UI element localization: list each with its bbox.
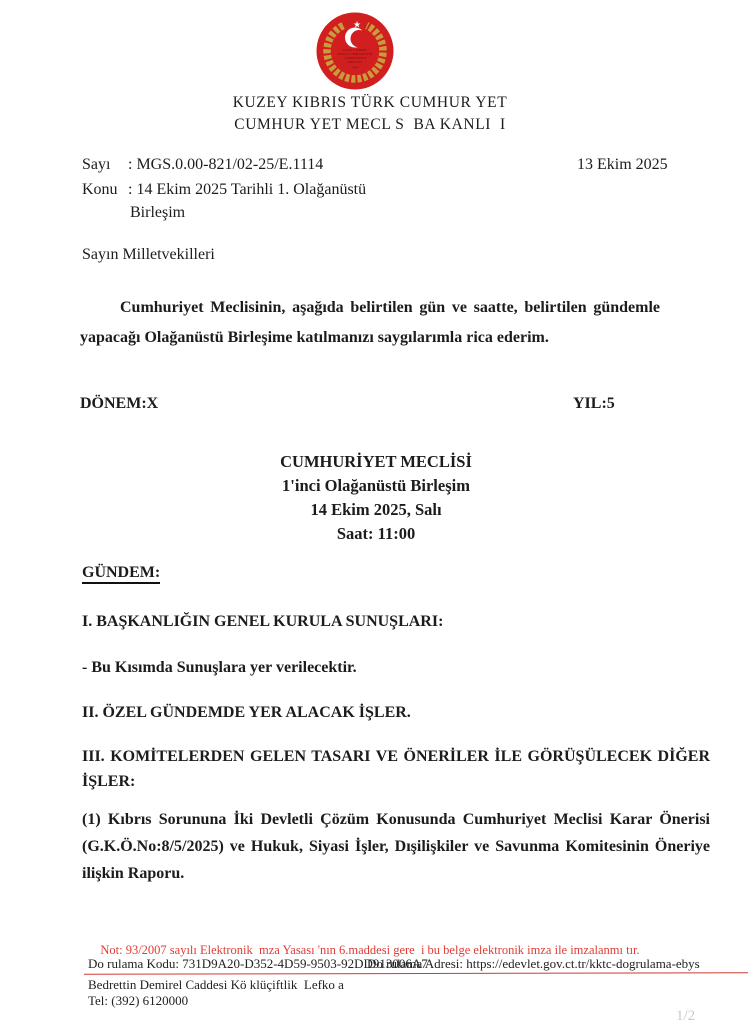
donem-label: DÖNEM:X [80,395,159,412]
emblem-text-line2: TÜRK CUMHURİYETİ [337,52,373,56]
yil-label: YIL:5 [573,395,615,412]
letterhead-title-line1: KUZEY KIBRIS TÜRK CUMHUR YET [232,94,508,111]
phone-number: Tel: (392) 6120000 [88,993,189,1008]
session-date: 14 Ekim 2025, Salı [310,500,442,519]
emblem-text-line1: KUZEY KIBRIS [343,48,367,52]
esignature-note: Not: 93/2007 sayılı Elektronik mza Yasası 'nın 6.maddesi gere i bu belge elektronik imza ile imzalanmı tır. [100,943,640,957]
salutation: Sayın Milletvekilleri [82,246,215,263]
konu-value-line2: Birleşim [130,204,186,221]
agenda-item-1-title: I. BAŞKANLIĞIN GENEL KURULA SUNUŞLARI: [82,613,444,630]
emblem-text-line3: CUMHURİYET [343,56,367,60]
agenda-item-2-title: II. ÖZEL GÜNDEMDE YER ALACAK İŞLER. [82,704,411,721]
emblem-text-year: 1983 [351,65,359,70]
agenda-item-3-title: III. KOMİTELERDEN GELEN TASARI VE ÖNERİLER İLE GÖRÜŞÜLECEK DİĞER İŞLER: [82,748,710,790]
session-title: CUMHURİYET MECLİSİ [280,452,472,471]
agenda-item-1-body: - Bu Kısımda Sunuşlara yer verilecektir. [82,659,357,676]
konu-row [82,181,582,199]
agenda-heading-text: GÜNDEM: [82,564,160,584]
verification-code: Do rulama Kodu: 731D9A20-D352-4D59-9503-92DD913006A7 [88,956,428,971]
session-subtitle: 1'inci Olağanüstü Birleşim [282,476,470,495]
crescent-cutout [351,30,368,47]
page-number: 1/2 [676,1008,696,1024]
postal-address: Bedrettin Demirel Caddesi Kö klüçiftlik Lefko a [88,977,344,992]
agenda-item-3-body: (1) Kıbrıs Sorununa İki Devletli Çözüm Konusunda Cumhuriyet Meclisi Karar Önerisi (G.K.Ö.No:8/5/2025) ve Hukuk, Siyasi İşler, Dışilişkiler ve Savunma Komitesinin Öneriye ilişkin Raporu. [82,811,710,882]
verification-address: Do rulama Adresi: https://edevlet.gov.ct.tr/kktc-dogrulama-ebys [367,956,700,971]
sayi-value: : MGS.0.00-821/02-25/E.1114 [128,156,324,173]
konu-label: Konu [82,181,118,198]
red-divider-line [84,972,748,974]
emblem-text-line4: MECLİSİ [347,60,363,64]
parliament-emblem-icon [315,11,395,91]
star-icon: ★ [352,19,362,30]
agenda-heading [82,564,160,582]
session-block [0,450,752,546]
document-date: 13 Ekim 2025 [577,156,668,173]
sayi-row [82,156,582,174]
sayi-label: Sayı [82,156,111,173]
konu-value-line1: : 14 Ekim 2025 Tarihli 1. Olağanüstü [128,181,367,198]
session-time: Saat: 11:00 [336,524,416,543]
intro-paragraph: Cumhuriyet Meclisinin, aşağıda belirtilen gün ve saatte, belirtilen gündemle yapacağı Olağanüstü Birleşime katılmanızı saygılarımla rica ederim. [80,299,660,346]
letterhead-title-line2: CUMHUR YET MECL S BA KANLI I [234,116,506,133]
